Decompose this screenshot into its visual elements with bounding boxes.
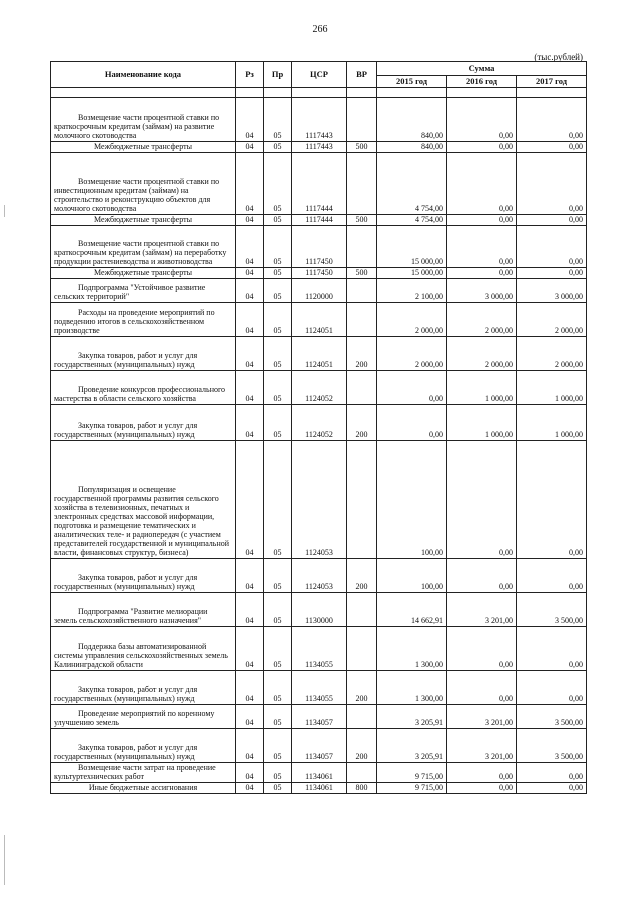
cell-vr: 500 (347, 268, 377, 279)
cell-2015: 15 000,00 (377, 268, 447, 279)
cell-2017: 0,00 (517, 226, 587, 268)
cell-rz: 04 (236, 593, 264, 627)
table-row (51, 627, 587, 671)
table-row (51, 763, 587, 783)
cell-2016: 0,00 (447, 98, 517, 142)
cell-2017: 0,00 (517, 559, 587, 593)
cell-name: Межбюджетные трансферты (51, 215, 236, 226)
cell-vr (347, 593, 377, 627)
cell-2015: 2 000,00 (377, 337, 447, 371)
cell-2015: 840,00 (377, 142, 447, 153)
cell-2016: 1 000,00 (447, 405, 517, 441)
table-row (51, 226, 587, 268)
header-sum: Сумма (377, 62, 587, 76)
header-name: Наименование кода (51, 62, 236, 88)
cell-name: Подпрограмма "Устойчивое развитие сельских территорий" (51, 279, 236, 303)
cell-2017: 1 000,00 (517, 371, 587, 405)
spacer-cell (347, 88, 377, 98)
cell-vr: 500 (347, 215, 377, 226)
cell-rz: 04 (236, 559, 264, 593)
cell-csr: 1120000 (292, 279, 347, 303)
cell-rz: 04 (236, 279, 264, 303)
cell-csr: 1134055 (292, 627, 347, 671)
cell-2015: 2 100,00 (377, 279, 447, 303)
cell-2016: 0,00 (447, 671, 517, 705)
cell-name: Иные бюджетные ассигнования (51, 783, 236, 794)
header-pr: Пр (264, 62, 292, 88)
spacer-row (51, 88, 587, 98)
cell-pr: 05 (264, 98, 292, 142)
spacer-cell (447, 88, 517, 98)
cell-2016: 0,00 (447, 142, 517, 153)
cell-2016: 3 201,00 (447, 593, 517, 627)
cell-2017: 0,00 (517, 142, 587, 153)
cell-name: Закупка товаров, работ и услуг для государственных (муниципальных) нужд (51, 729, 236, 763)
spacer-cell (517, 88, 587, 98)
unit-label: (тыс.рублей) (534, 52, 583, 62)
table-row (51, 593, 587, 627)
cell-2017: 0,00 (517, 671, 587, 705)
cell-vr (347, 627, 377, 671)
cell-csr: 1124053 (292, 559, 347, 593)
table-row (51, 559, 587, 593)
cell-name: Закупка товаров, работ и услуг для государственных (муниципальных) нужд (51, 337, 236, 371)
cell-vr (347, 371, 377, 405)
cell-2016: 2 000,00 (447, 337, 517, 371)
cell-name: Проведение мероприятий по коренному улучшению земель (51, 705, 236, 729)
cell-rz: 04 (236, 153, 264, 215)
cell-csr: 1124052 (292, 405, 347, 441)
cell-name: Возмещение части процентной ставки по краткосрочным кредитам (займам) на переработку продукции растениеводства и животноводства (51, 226, 236, 268)
cell-2015: 9 715,00 (377, 783, 447, 794)
cell-2017: 0,00 (517, 98, 587, 142)
scan-edge-mark (4, 205, 5, 217)
cell-2017: 3 500,00 (517, 593, 587, 627)
cell-2015: 2 000,00 (377, 303, 447, 337)
cell-pr: 05 (264, 226, 292, 268)
cell-name: Закупка товаров, работ и услуг для государственных (муниципальных) нужд (51, 559, 236, 593)
cell-name: Межбюджетные трансферты (51, 268, 236, 279)
cell-2017: 2 000,00 (517, 337, 587, 371)
cell-name: Расходы на проведение мероприятий по подведению итогов в сельскохозяйственном производстве (51, 303, 236, 337)
cell-2017: 0,00 (517, 763, 587, 783)
cell-rz: 04 (236, 729, 264, 763)
table-row (51, 153, 587, 215)
cell-csr: 1134061 (292, 763, 347, 783)
cell-vr (347, 226, 377, 268)
table-row (51, 671, 587, 705)
spacer-cell (377, 88, 447, 98)
cell-csr: 1134055 (292, 671, 347, 705)
table-row (51, 142, 587, 153)
cell-rz: 04 (236, 763, 264, 783)
cell-rz: 04 (236, 671, 264, 705)
cell-csr: 1130000 (292, 593, 347, 627)
cell-rz: 04 (236, 783, 264, 794)
cell-vr: 200 (347, 405, 377, 441)
cell-2016: 0,00 (447, 226, 517, 268)
cell-pr: 05 (264, 215, 292, 226)
cell-pr: 05 (264, 559, 292, 593)
table-row (51, 98, 587, 142)
cell-2017: 3 500,00 (517, 705, 587, 729)
table-body (51, 88, 587, 794)
scan-edge-mark (4, 835, 5, 885)
cell-2015: 3 205,91 (377, 705, 447, 729)
cell-2016: 0,00 (447, 441, 517, 559)
cell-2015: 15 000,00 (377, 226, 447, 268)
cell-vr (347, 763, 377, 783)
cell-pr: 05 (264, 671, 292, 705)
cell-2017: 0,00 (517, 783, 587, 794)
spacer-cell (264, 88, 292, 98)
cell-rz: 04 (236, 215, 264, 226)
cell-csr: 1124052 (292, 371, 347, 405)
budget-table (50, 61, 587, 794)
cell-rz: 04 (236, 268, 264, 279)
cell-rz: 04 (236, 627, 264, 671)
cell-vr: 200 (347, 337, 377, 371)
cell-2016: 0,00 (447, 559, 517, 593)
cell-2015: 9 715,00 (377, 763, 447, 783)
cell-csr: 1124053 (292, 441, 347, 559)
cell-rz: 04 (236, 226, 264, 268)
cell-2016: 3 201,00 (447, 705, 517, 729)
cell-2017: 2 000,00 (517, 303, 587, 337)
cell-2015: 14 662,91 (377, 593, 447, 627)
cell-2017: 0,00 (517, 627, 587, 671)
table-row (51, 441, 587, 559)
cell-2015: 4 754,00 (377, 153, 447, 215)
cell-name: Возмещение части процентной ставки по инвестиционным кредитам (займам) на строительство и реконструкцию объектов для молочного скотоводства (51, 153, 236, 215)
spacer-cell (51, 88, 236, 98)
cell-2016: 0,00 (447, 153, 517, 215)
cell-csr: 1124051 (292, 303, 347, 337)
cell-pr: 05 (264, 268, 292, 279)
cell-name: Подпрограмма "Развитие мелиорации земель сельскохозяйственного назначения" (51, 593, 236, 627)
header-vr: ВР (347, 62, 377, 88)
cell-2015: 100,00 (377, 559, 447, 593)
cell-2015: 1 300,00 (377, 671, 447, 705)
cell-vr (347, 441, 377, 559)
cell-vr (347, 705, 377, 729)
cell-pr: 05 (264, 627, 292, 671)
cell-csr: 1134057 (292, 705, 347, 729)
cell-name: Популяризация и освещение государственной программы развития сельского хозяйства в телевизионных, печатных и электронных средствах массовой информации, подготовка и размещение тематических и аналитических теле- и радиопередач (с участием представителей государственной и муниципальной власти, финансовых структур, бизнеса) (51, 441, 236, 559)
table-row (51, 405, 587, 441)
header-csr: ЦСР (292, 62, 347, 88)
table-row (51, 279, 587, 303)
cell-rz: 04 (236, 371, 264, 405)
cell-pr: 05 (264, 441, 292, 559)
cell-pr: 05 (264, 153, 292, 215)
cell-2015: 4 754,00 (377, 215, 447, 226)
cell-pr: 05 (264, 729, 292, 763)
cell-name: Межбюджетные трансферты (51, 142, 236, 153)
cell-vr (347, 279, 377, 303)
cell-2015: 100,00 (377, 441, 447, 559)
cell-pr: 05 (264, 303, 292, 337)
cell-csr: 1117443 (292, 142, 347, 153)
cell-name: Закупка товаров, работ и услуг для государственных (муниципальных) нужд (51, 671, 236, 705)
cell-pr: 05 (264, 783, 292, 794)
spacer-cell (292, 88, 347, 98)
cell-vr: 500 (347, 142, 377, 153)
cell-pr: 05 (264, 405, 292, 441)
cell-name: Проведение конкурсов профессионального мастерства в области сельского хозяйства (51, 371, 236, 405)
cell-vr: 200 (347, 559, 377, 593)
cell-vr (347, 98, 377, 142)
cell-2015: 0,00 (377, 371, 447, 405)
cell-name: Возмещение части затрат на проведение культуртехнических работ (51, 763, 236, 783)
cell-2016: 3 000,00 (447, 279, 517, 303)
cell-2016: 0,00 (447, 763, 517, 783)
cell-csr: 1117444 (292, 153, 347, 215)
cell-2016: 1 000,00 (447, 371, 517, 405)
cell-vr: 200 (347, 671, 377, 705)
cell-2017: 3 000,00 (517, 279, 587, 303)
cell-rz: 04 (236, 441, 264, 559)
cell-vr (347, 303, 377, 337)
cell-2015: 1 300,00 (377, 627, 447, 671)
table-row (51, 371, 587, 405)
cell-2015: 840,00 (377, 98, 447, 142)
cell-2017: 0,00 (517, 215, 587, 226)
cell-csr: 1134061 (292, 783, 347, 794)
table-row (51, 268, 587, 279)
cell-2016: 3 201,00 (447, 729, 517, 763)
cell-2017: 3 500,00 (517, 729, 587, 763)
cell-pr: 05 (264, 593, 292, 627)
cell-pr: 05 (264, 337, 292, 371)
header-2015: 2015 год (377, 76, 447, 88)
cell-pr: 05 (264, 763, 292, 783)
cell-pr: 05 (264, 371, 292, 405)
cell-pr: 05 (264, 705, 292, 729)
cell-2016: 0,00 (447, 215, 517, 226)
page-number: 266 (312, 24, 328, 35)
cell-2015: 0,00 (377, 405, 447, 441)
table-row (51, 783, 587, 794)
table-row (51, 215, 587, 226)
spacer-cell (236, 88, 264, 98)
cell-2017: 1 000,00 (517, 405, 587, 441)
cell-csr: 1117444 (292, 215, 347, 226)
cell-csr: 1134057 (292, 729, 347, 763)
cell-name: Возмещение части процентной ставки по краткосрочным кредитам (займам) на развитие молочного скотоводства (51, 98, 236, 142)
cell-rz: 04 (236, 705, 264, 729)
table-row (51, 337, 587, 371)
table-row (51, 729, 587, 763)
header-2016: 2016 год (447, 76, 517, 88)
cell-2017: 0,00 (517, 153, 587, 215)
cell-vr: 800 (347, 783, 377, 794)
cell-2016: 2 000,00 (447, 303, 517, 337)
header-2017: 2017 год (517, 76, 587, 88)
cell-rz: 04 (236, 98, 264, 142)
cell-rz: 04 (236, 142, 264, 153)
cell-2016: 0,00 (447, 627, 517, 671)
cell-csr: 1124051 (292, 337, 347, 371)
cell-2017: 0,00 (517, 268, 587, 279)
header-rz: Рз (236, 62, 264, 88)
table-row (51, 705, 587, 729)
table-row (51, 303, 587, 337)
cell-pr: 05 (264, 142, 292, 153)
cell-rz: 04 (236, 337, 264, 371)
cell-csr: 1117450 (292, 268, 347, 279)
cell-name: Поддержка базы автоматизированной системы управления сельскохозяйственных земель Калининградской области (51, 627, 236, 671)
cell-2016: 0,00 (447, 783, 517, 794)
cell-vr: 200 (347, 729, 377, 763)
cell-csr: 1117450 (292, 226, 347, 268)
cell-csr: 1117443 (292, 98, 347, 142)
cell-vr (347, 153, 377, 215)
cell-2017: 0,00 (517, 441, 587, 559)
cell-name: Закупка товаров, работ и услуг для государственных (муниципальных) нужд (51, 405, 236, 441)
cell-rz: 04 (236, 405, 264, 441)
cell-rz: 04 (236, 303, 264, 337)
cell-2015: 3 205,91 (377, 729, 447, 763)
cell-pr: 05 (264, 279, 292, 303)
cell-2016: 0,00 (447, 268, 517, 279)
